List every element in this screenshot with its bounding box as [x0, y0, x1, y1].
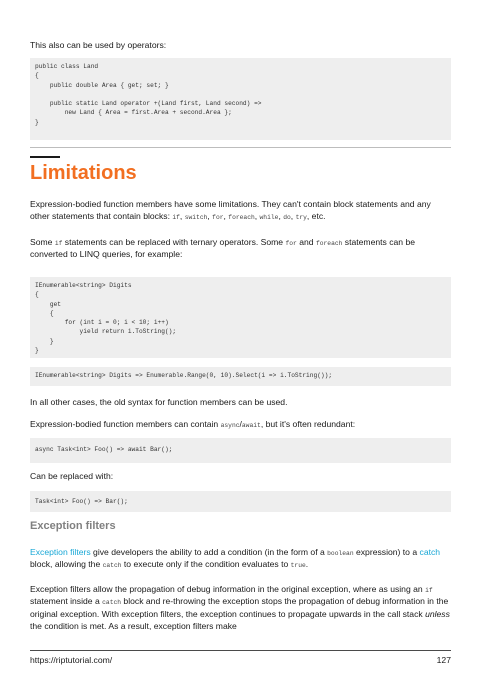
code-block-sync: Task<int> Foo() => Bar(); — [30, 491, 451, 512]
section-title: Limitations — [30, 162, 137, 184]
heading-accent-bar — [30, 156, 60, 158]
exception-filters-link[interactable]: Exception filters — [30, 547, 91, 557]
keyword: if — [172, 214, 180, 222]
keyword: async — [220, 422, 240, 429]
code-block-digits-linq: IEnumerable<string> Digits => Enumerable.Range(0, 10).Select(i => i.ToString()); — [30, 367, 451, 386]
keyword: await — [241, 422, 261, 429]
section-divider — [30, 147, 451, 148]
keyword: for — [212, 214, 224, 222]
catch-link[interactable]: catch — [419, 547, 441, 557]
keyword: try — [295, 214, 307, 222]
keyword: for — [285, 240, 297, 247]
keyword: catch — [102, 599, 122, 607]
paragraph-other-cases: In all other cases, the old syntax for function members can be used. — [30, 397, 288, 407]
keyword: true — [290, 562, 306, 570]
paragraph-debug-propagation: Exception filters allow the propagation of debug information in the original exception, where as using an if statement inside a catch block and re-throwing the exception stops the propagation of debug information in the original exception. With exception filters, the exception continues to propagate upwards in the call stack unless the condition is met. As a result, exception filters make — [30, 584, 450, 632]
keyword: while — [259, 214, 279, 222]
intro-paragraph: This also can be used by operators: — [30, 40, 167, 50]
keyword: catch — [102, 562, 122, 570]
keyword: if — [54, 240, 63, 247]
paragraph-exception-filters: Exception filters give developers the ability to add a condition (in the form of a boolean expression) to a catch block, allowing the catch to execute only if the condition evaluates to true. — [30, 547, 441, 570]
code-block-async: async Task<int> Foo() => await Bar(); — [30, 438, 451, 463]
code-block-operator: public class Land { public double Area { get; set; } public static Land operator +(Land first, Land second) => new Land { Area = first.Area + second.Area }; } — [30, 58, 451, 140]
keyword: foreach — [228, 214, 255, 222]
paragraph-replaced-with: Can be replaced with: — [30, 471, 114, 481]
keyword: foreach — [315, 240, 343, 247]
keyword: boolean — [327, 550, 354, 557]
page-number: 127 — [436, 655, 451, 665]
footer-url[interactable]: https://riptutorial.com/ — [30, 655, 113, 665]
paragraph-async: Expression-bodied function members can contain async/await, but it's often redundant: — [30, 419, 356, 429]
keyword: do — [283, 214, 291, 222]
paragraph-limitations: Expression-bodied function members have some limitations. They can't contain block statements and any other statements that contain blocks: if, switch, for, foreach, while, do, try, etc. — [30, 199, 431, 222]
keyword: if — [425, 587, 433, 594]
subsection-title: Exception filters — [30, 520, 116, 532]
code-block-digits-getter: IEnumerable<string> Digits { get { for (int i = 0; i < 10; i++) yield return i.ToString(); } } — [30, 277, 451, 358]
footer-divider — [30, 650, 451, 651]
paragraph-ternary: Some if statements can be replaced with ternary operators. Some for and foreach statements can be converted to LINQ queries, for example: — [30, 237, 416, 260]
keyword: switch — [184, 214, 208, 222]
document-page — [30, 0, 451, 679]
emphasis: unless — [425, 608, 450, 619]
